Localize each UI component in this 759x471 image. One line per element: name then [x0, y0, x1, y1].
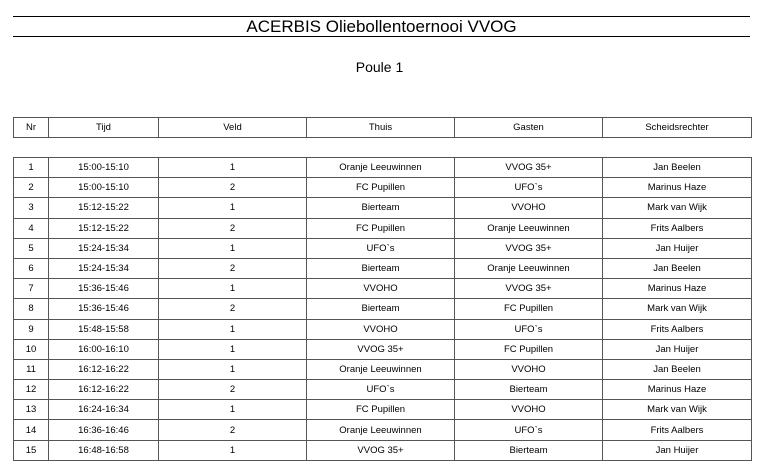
cell-veld: 2 [159, 299, 307, 319]
cell-thuis: Oranje Leeuwinnen [307, 420, 455, 440]
cell-veld: 2 [159, 178, 307, 198]
cell-scheidsrechter: Jan Beelen [603, 359, 752, 379]
header-scheidsrechter: Scheidsrechter [603, 118, 752, 138]
schedule-header-table [13, 117, 752, 138]
cell-scheidsrechter: Marinus Haze [603, 380, 752, 400]
cell-tijd: 15:24-15:34 [49, 258, 159, 278]
cell-thuis: Oranje Leeuwinnen [307, 359, 455, 379]
table-row [14, 158, 752, 178]
table-row [14, 319, 752, 339]
cell-nr: 13 [14, 400, 49, 420]
header-tijd: Tijd [49, 118, 159, 138]
cell-tijd: 15:12-15:22 [49, 218, 159, 238]
cell-veld: 1 [159, 238, 307, 258]
cell-gasten: Oranje Leeuwinnen [455, 258, 603, 278]
cell-tijd: 16:48-16:58 [49, 440, 159, 460]
table-row [14, 178, 752, 198]
table-row [14, 339, 752, 359]
cell-veld: 2 [159, 258, 307, 278]
cell-scheidsrechter: Mark van Wijk [603, 400, 752, 420]
header-gasten: Gasten [455, 118, 603, 138]
cell-scheidsrechter: Frits Aalbers [603, 420, 752, 440]
schedule-table [13, 157, 752, 461]
table-row [14, 198, 752, 218]
table-row [14, 359, 752, 379]
cell-thuis: Bierteam [307, 258, 455, 278]
header-thuis: Thuis [307, 118, 455, 138]
document-title: ACERBIS Oliebollentoernooi VVOG [13, 16, 750, 37]
cell-thuis: VVOG 35+ [307, 339, 455, 359]
cell-gasten: Bierteam [455, 440, 603, 460]
cell-nr: 8 [14, 299, 49, 319]
cell-gasten: VVOG 35+ [455, 238, 603, 258]
cell-thuis: FC Pupillen [307, 218, 455, 238]
cell-tijd: 16:00-16:10 [49, 339, 159, 359]
cell-tijd: 15:12-15:22 [49, 198, 159, 218]
cell-tijd: 16:12-16:22 [49, 380, 159, 400]
cell-scheidsrechter: Jan Huijer [603, 238, 752, 258]
cell-scheidsrechter: Marinus Haze [603, 178, 752, 198]
cell-thuis: VVOG 35+ [307, 440, 455, 460]
cell-gasten: UFO`s [455, 319, 603, 339]
cell-thuis: UFO`s [307, 380, 455, 400]
cell-scheidsrechter: Jan Huijer [603, 339, 752, 359]
cell-nr: 14 [14, 420, 49, 440]
cell-veld: 1 [159, 319, 307, 339]
cell-gasten: FC Pupillen [455, 339, 603, 359]
cell-thuis: VVOHO [307, 319, 455, 339]
cell-thuis: UFO`s [307, 238, 455, 258]
cell-tijd: 16:24-16:34 [49, 400, 159, 420]
table-row [14, 380, 752, 400]
cell-thuis: FC Pupillen [307, 400, 455, 420]
cell-gasten: UFO`s [455, 420, 603, 440]
table-row [14, 218, 752, 238]
header-veld: Veld [159, 118, 307, 138]
cell-tijd: 16:36-16:46 [49, 420, 159, 440]
cell-veld: 1 [159, 158, 307, 178]
cell-gasten: VVOHO [455, 198, 603, 218]
cell-gasten: VVOG 35+ [455, 158, 603, 178]
cell-nr: 4 [14, 218, 49, 238]
cell-tijd: 15:00-15:10 [49, 158, 159, 178]
table-row [14, 400, 752, 420]
table-row [14, 420, 752, 440]
cell-tijd: 15:36-15:46 [49, 279, 159, 299]
cell-nr: 1 [14, 158, 49, 178]
cell-nr: 6 [14, 258, 49, 278]
cell-nr: 3 [14, 198, 49, 218]
cell-veld: 2 [159, 218, 307, 238]
table-row [14, 440, 752, 460]
cell-veld: 1 [159, 198, 307, 218]
cell-gasten: VVOHO [455, 359, 603, 379]
header-row [14, 118, 752, 138]
cell-scheidsrechter: Mark van Wijk [603, 198, 752, 218]
cell-nr: 7 [14, 279, 49, 299]
cell-nr: 15 [14, 440, 49, 460]
cell-veld: 2 [159, 420, 307, 440]
cell-tijd: 15:00-15:10 [49, 178, 159, 198]
cell-gasten: Oranje Leeuwinnen [455, 218, 603, 238]
cell-veld: 1 [159, 279, 307, 299]
cell-nr: 12 [14, 380, 49, 400]
cell-tijd: 15:36-15:46 [49, 299, 159, 319]
table-row [14, 299, 752, 319]
poule-title: Poule 1 [355, 59, 404, 75]
table-row [14, 238, 752, 258]
cell-gasten: VVOG 35+ [455, 279, 603, 299]
cell-gasten: FC Pupillen [455, 299, 603, 319]
cell-nr: 9 [14, 319, 49, 339]
cell-thuis: Bierteam [307, 198, 455, 218]
cell-thuis: Oranje Leeuwinnen [307, 158, 455, 178]
cell-nr: 11 [14, 359, 49, 379]
cell-gasten: UFO`s [455, 178, 603, 198]
cell-scheidsrechter: Mark van Wijk [603, 299, 752, 319]
cell-gasten: Bierteam [455, 380, 603, 400]
cell-thuis: VVOHO [307, 279, 455, 299]
cell-thuis: Bierteam [307, 299, 455, 319]
header-nr: Nr [14, 118, 49, 138]
cell-scheidsrechter: Jan Huijer [603, 440, 752, 460]
cell-tijd: 15:24-15:34 [49, 238, 159, 258]
cell-scheidsrechter: Frits Aalbers [603, 319, 752, 339]
table-row [14, 279, 752, 299]
table-row [14, 258, 752, 278]
cell-nr: 2 [14, 178, 49, 198]
cell-gasten: VVOHO [455, 400, 603, 420]
cell-tijd: 16:12-16:22 [49, 359, 159, 379]
cell-scheidsrechter: Marinus Haze [603, 279, 752, 299]
cell-nr: 5 [14, 238, 49, 258]
cell-scheidsrechter: Frits Aalbers [603, 218, 752, 238]
cell-scheidsrechter: Jan Beelen [603, 258, 752, 278]
cell-veld: 2 [159, 380, 307, 400]
cell-veld: 1 [159, 400, 307, 420]
cell-veld: 1 [159, 359, 307, 379]
cell-scheidsrechter: Jan Beelen [603, 158, 752, 178]
cell-nr: 10 [14, 339, 49, 359]
cell-tijd: 15:48-15:58 [49, 319, 159, 339]
cell-veld: 1 [159, 339, 307, 359]
cell-veld: 1 [159, 440, 307, 460]
cell-thuis: FC Pupillen [307, 178, 455, 198]
